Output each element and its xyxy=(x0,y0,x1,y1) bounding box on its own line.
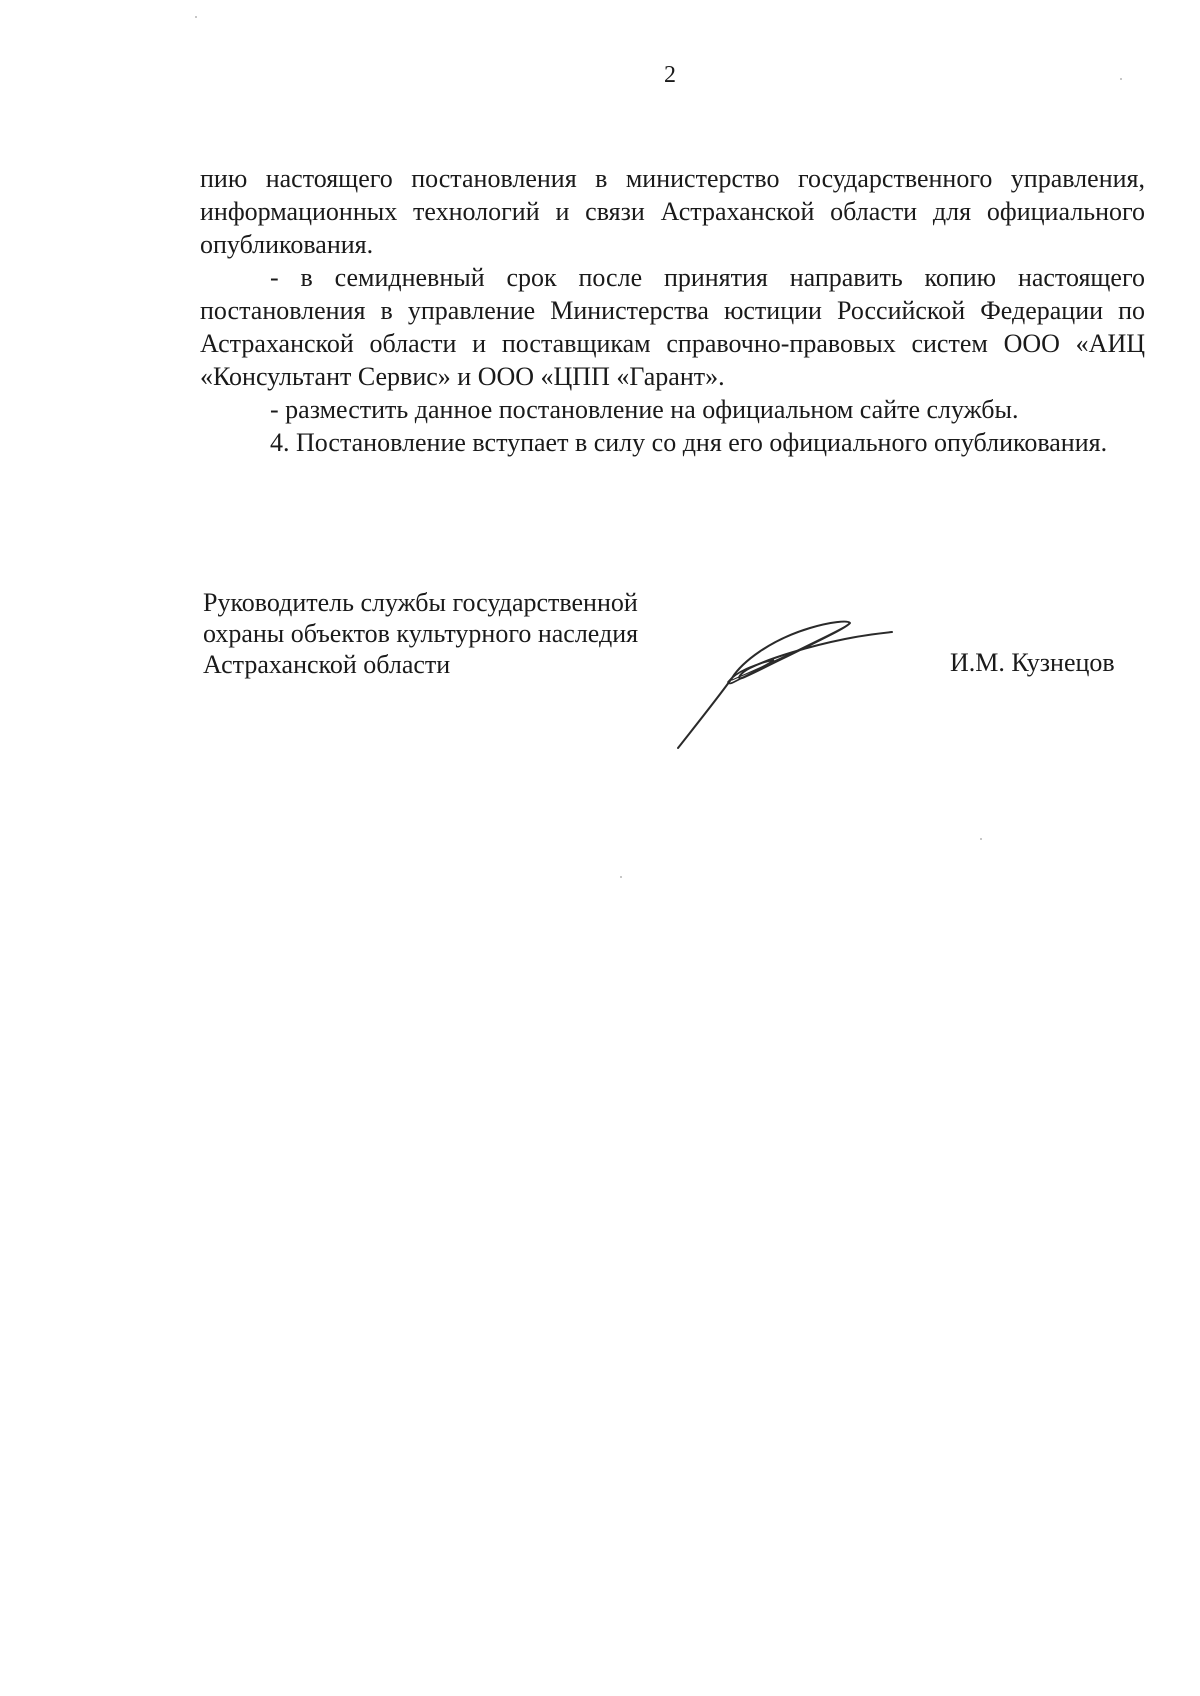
signatory-name: И.М. Кузнецов xyxy=(950,648,1115,677)
paragraph: - в семидневный срок после принятия направить копию настоящего постановления в управление Министерства юстиции Российской Федерации по Астраханской области и поставщикам справочно-правовых систем ООО «АИЦ «Консультант Сервис» и ООО «ЦПП «Гарант». xyxy=(200,263,1145,391)
scan-speck xyxy=(1120,78,1122,80)
signatory-title-line: охраны объектов культурного наследия xyxy=(203,619,639,648)
body-text xyxy=(200,162,1145,459)
scan-speck xyxy=(195,16,197,18)
paragraph: пию настоящего постановления в министерство государственного управления, информационных технологий и связи Астраханской области для официального опубликования. xyxy=(200,164,1145,259)
signatory-title-line: Астраханской области xyxy=(203,650,451,679)
scan-speck xyxy=(620,876,622,878)
signatory-title-line: Руководитель службы государственной xyxy=(203,588,638,617)
signatory-title xyxy=(203,587,638,680)
paragraph: 4. Постановление вступает в силу со дня его официального опубликования. xyxy=(270,428,1108,457)
page-number: 2 xyxy=(664,62,676,88)
paragraph: - разместить данное постановление на официальном сайте службы. xyxy=(270,395,1019,424)
scan-speck xyxy=(980,838,982,840)
handwritten-signature-icon xyxy=(670,610,920,760)
